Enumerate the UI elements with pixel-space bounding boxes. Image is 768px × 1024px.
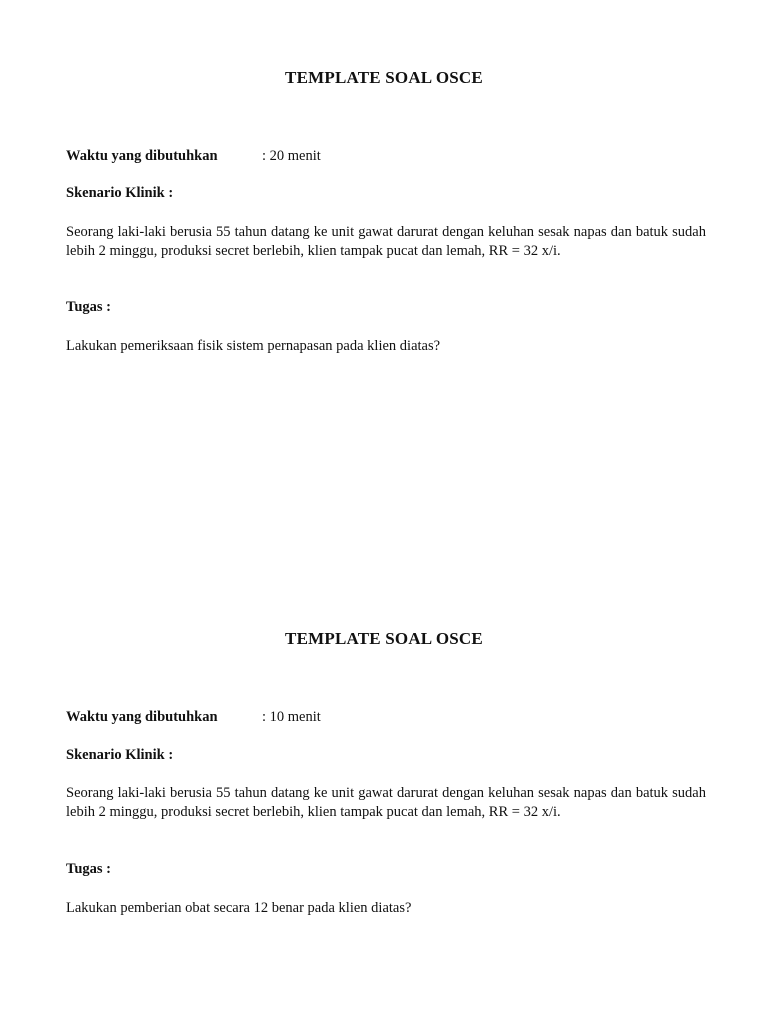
time-row	[66, 709, 321, 726]
scenario-label: Skenario Klinik :	[66, 747, 174, 763]
page-title: TEMPLATE SOAL OSCE	[285, 629, 483, 648]
time-label: Waktu yang dibutuhkan	[66, 709, 218, 725]
scenario-text: Seorang laki-laki berusia 55 tahun datang ke unit gawat darurat dengan keluhan sesak napas dan batuk sudah lebih 2 minggu, produksi secret berlebih, klien tampak pucat dan lemah, RR = 32 x/i.	[66, 785, 706, 820]
task-text: Lakukan pemberian obat secara 12 benar pada klien diatas?	[66, 900, 412, 916]
time-value: : 10 menit	[262, 709, 321, 725]
time-row	[66, 148, 321, 165]
time-label: Waktu yang dibutuhkan	[66, 148, 218, 164]
task-label: Tugas :	[66, 861, 112, 877]
scenario-text: Seorang laki-laki berusia 55 tahun datang ke unit gawat darurat dengan keluhan sesak napas dan batuk sudah lebih 2 minggu, produksi secret berlebih, klien tampak pucat dan lemah, RR = 32 x/i.	[66, 224, 706, 259]
time-value: : 20 menit	[262, 148, 321, 164]
task-label: Tugas :	[66, 299, 112, 315]
scenario-label: Skenario Klinik :	[66, 185, 174, 201]
task-text: Lakukan pemeriksaan fisik sistem pernapasan pada klien diatas?	[66, 338, 441, 354]
page-title: TEMPLATE SOAL OSCE	[285, 68, 483, 87]
